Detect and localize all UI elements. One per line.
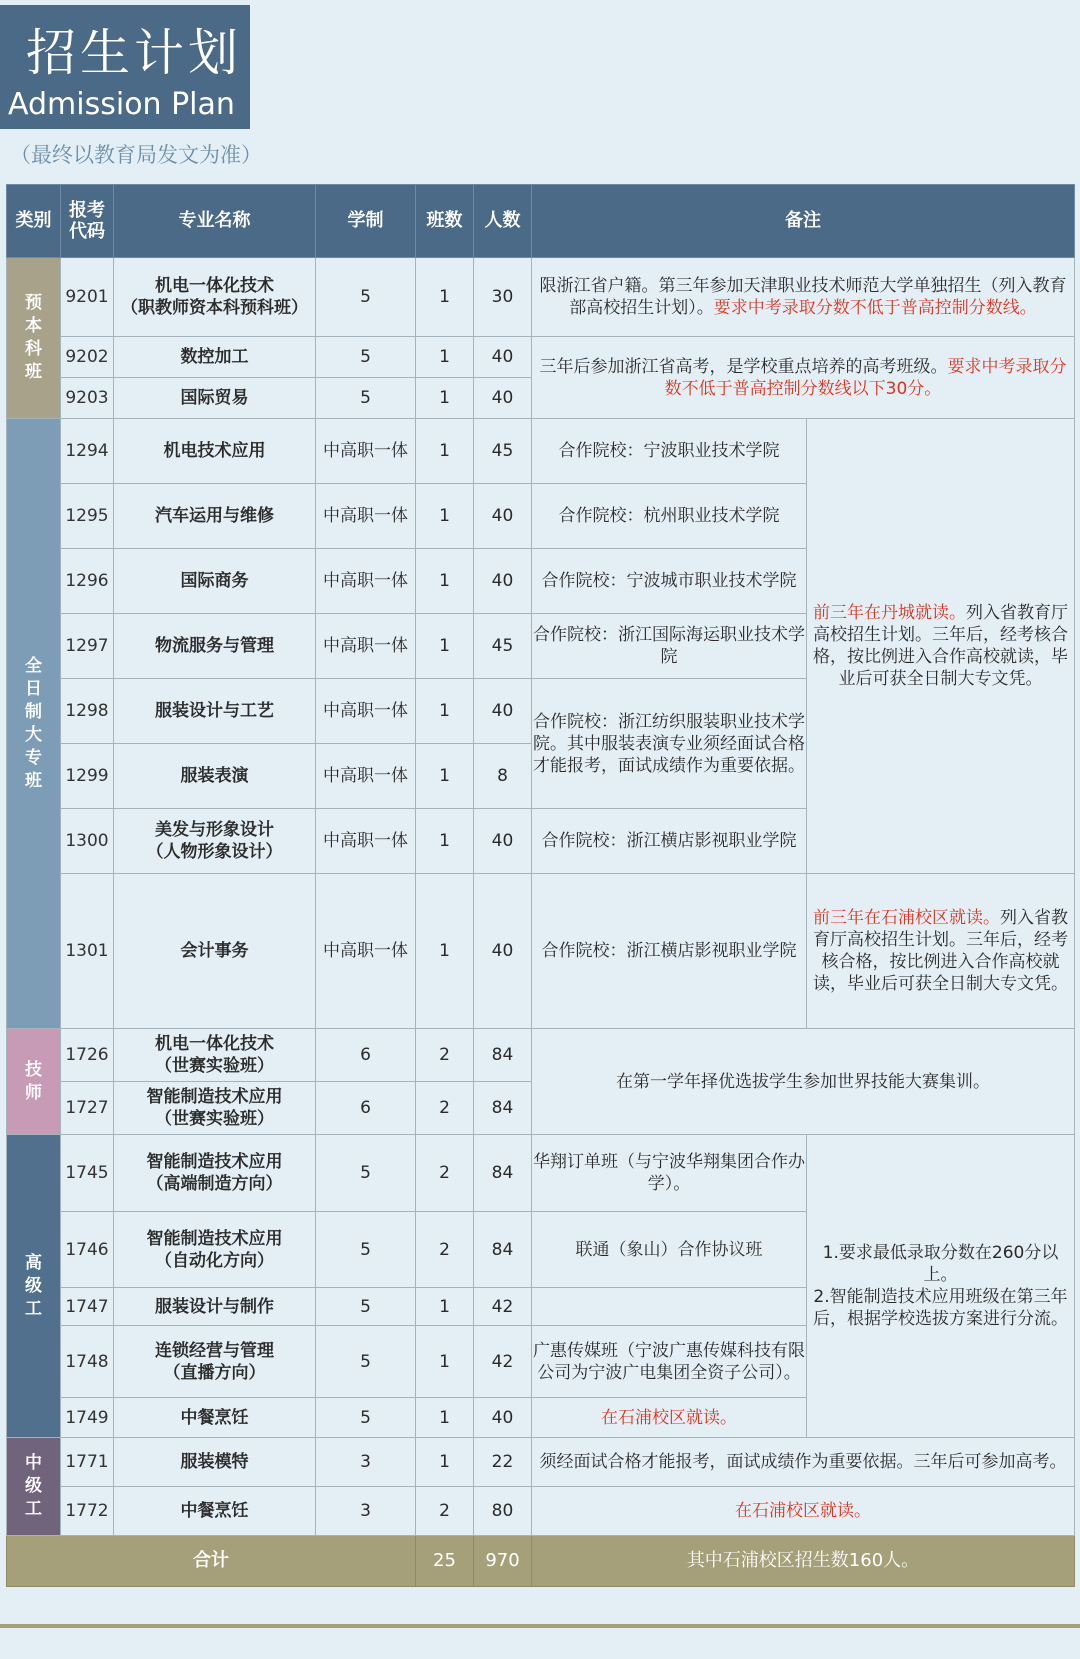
classes-cell: 1 — [416, 1326, 474, 1398]
students-cell: 40 — [474, 874, 532, 1029]
bottom-divider — [0, 1624, 1080, 1628]
classes-cell: 2 — [416, 1487, 474, 1536]
header-code — [61, 185, 114, 258]
note-cell: 须经面试合格才能报考，面试成绩作为重要依据。三年后可参加高考。 — [532, 1438, 1075, 1487]
header-students: 人数 — [474, 185, 532, 258]
code-cell: 1747 — [61, 1288, 114, 1326]
classes-cell: 1 — [416, 484, 474, 549]
students-cell: 45 — [474, 614, 532, 679]
code-cell: 1295 — [61, 484, 114, 549]
page-title: 招生计划 — [26, 24, 242, 82]
header-code-line1: 报考 — [69, 200, 105, 221]
major-cell: 汽车运用与维修 — [114, 484, 316, 549]
years-cell: 3 — [316, 1438, 416, 1487]
total-students: 970 — [474, 1536, 532, 1587]
years-cell: 5 — [316, 337, 416, 378]
major-cell: 数控加工 — [114, 337, 316, 378]
students-cell: 84 — [474, 1212, 532, 1288]
table-row — [7, 1438, 1075, 1487]
classes-cell: 2 — [416, 1029, 474, 1082]
total-classes: 25 — [416, 1536, 474, 1587]
total-row — [7, 1536, 1075, 1587]
years-cell: 5 — [316, 1135, 416, 1212]
major-cell: 中餐烹饪 — [114, 1398, 316, 1438]
note-cell: 合作院校：浙江纺织服装职业技术学院。其中服装表演专业须经面试合格才能报考，面试成绩作为重要依据。 — [532, 679, 807, 809]
total-note: 其中石浦校区招生数160人。 — [532, 1536, 1075, 1587]
classes-cell: 1 — [416, 874, 474, 1029]
students-cell: 40 — [474, 378, 532, 419]
years-cell: 5 — [316, 1326, 416, 1398]
code-cell: 1296 — [61, 549, 114, 614]
category-zhongji: 中级工 — [7, 1438, 61, 1536]
students-cell: 40 — [474, 679, 532, 744]
students-cell: 40 — [474, 1398, 532, 1438]
classes-cell: 2 — [416, 1212, 474, 1288]
classes-cell: 1 — [416, 614, 474, 679]
classes-cell: 1 — [416, 258, 474, 337]
side-note-dancheng: 前三年在丹城就读。列入省教育厅高校招生计划。三年后，经考核合格，按比例进入合作高校就读，毕业后可获全日制大专文凭。 — [807, 419, 1075, 874]
years-cell: 中高职一体 — [316, 614, 416, 679]
total-label: 合计 — [7, 1536, 416, 1587]
years-cell: 6 — [316, 1029, 416, 1082]
students-cell: 42 — [474, 1288, 532, 1326]
note-cell: 合作院校：宁波职业技术学院 — [532, 419, 807, 484]
years-cell: 中高职一体 — [316, 744, 416, 809]
classes-cell: 1 — [416, 744, 474, 809]
years-cell: 5 — [316, 378, 416, 419]
note-cell: 限浙江省户籍。第三年参加天津职业技术师范大学单独招生（列入教育部高校招生计划）。要求中考录取分数不低于普高控制分数线。 — [532, 258, 1075, 337]
title-box — [0, 5, 250, 129]
code-cell: 1299 — [61, 744, 114, 809]
classes-cell: 1 — [416, 1438, 474, 1487]
classes-cell: 2 — [416, 1135, 474, 1212]
years-cell: 中高职一体 — [316, 679, 416, 744]
code-cell: 1300 — [61, 809, 114, 874]
students-cell: 40 — [474, 337, 532, 378]
major-cell: 机电技术应用 — [114, 419, 316, 484]
code-cell: 1727 — [61, 1082, 114, 1135]
major-cell: 机电一体化技术 （职教师资本科预科班） — [114, 258, 316, 337]
code-cell: 1297 — [61, 614, 114, 679]
header-years: 学制 — [316, 185, 416, 258]
students-cell: 84 — [474, 1135, 532, 1212]
table-header-row — [7, 185, 1075, 258]
years-cell: 5 — [316, 1288, 416, 1326]
code-cell: 1726 — [61, 1029, 114, 1082]
major-cell: 连锁经营与管理 （直播方向） — [114, 1326, 316, 1398]
table-row — [7, 258, 1075, 337]
note-cell: 在石浦校区就读。 — [532, 1398, 807, 1438]
classes-cell: 1 — [416, 549, 474, 614]
students-cell: 30 — [474, 258, 532, 337]
major-cell: 智能制造技术应用 （自动化方向） — [114, 1212, 316, 1288]
note-cell: 广惠传媒班（宁波广惠传媒科技有限公司为宁波广电集团全资子公司）。 — [532, 1326, 807, 1398]
major-cell: 会计事务 — [114, 874, 316, 1029]
years-cell: 5 — [316, 258, 416, 337]
major-cell: 服装表演 — [114, 744, 316, 809]
years-cell: 中高职一体 — [316, 419, 416, 484]
code-cell: 1771 — [61, 1438, 114, 1487]
major-cell: 服装模特 — [114, 1438, 316, 1487]
table-row — [7, 1135, 1075, 1212]
note-cell: 三年后参加浙江省高考，是学校重点培养的高考班级。要求中考录取分数不低于普高控制分数线以下30分。 — [532, 337, 1075, 419]
students-cell: 40 — [474, 809, 532, 874]
years-cell: 中高职一体 — [316, 484, 416, 549]
major-cell: 智能制造技术应用 （高端制造方向） — [114, 1135, 316, 1212]
category-yuke: 预本科班 — [7, 258, 61, 419]
code-cell: 9201 — [61, 258, 114, 337]
table-row — [7, 419, 1075, 484]
note-cell — [532, 1288, 807, 1326]
note-cell: 在石浦校区就读。 — [532, 1487, 1075, 1536]
years-cell: 5 — [316, 1398, 416, 1438]
years-cell: 中高职一体 — [316, 549, 416, 614]
side-note-shipu: 前三年在石浦校区就读。列入省教育厅高校招生计划。三年后，经考核合格，按比例进入合作高校就读，毕业后可获全日制大专文凭。 — [807, 874, 1075, 1029]
major-cell: 国际贸易 — [114, 378, 316, 419]
note-cell: 合作院校：浙江国际海运职业技术学院 — [532, 614, 807, 679]
years-cell: 5 — [316, 1212, 416, 1288]
table-row — [7, 1487, 1075, 1536]
note-cell: 合作院校：宁波城市职业技术学院 — [532, 549, 807, 614]
note-cell: 联通（象山）合作协议班 — [532, 1212, 807, 1288]
students-cell: 22 — [474, 1438, 532, 1487]
note-cell: 合作院校：浙江横店影视职业学院 — [532, 874, 807, 1029]
years-cell: 6 — [316, 1082, 416, 1135]
years-cell: 中高职一体 — [316, 809, 416, 874]
side-note-gaoji: 1.要求最低录取分数在260分以上。 2.智能制造技术应用班级在第三年后，根据学校选拔方案进行分流。 — [807, 1135, 1075, 1438]
code-cell: 1298 — [61, 679, 114, 744]
table-row — [7, 337, 1075, 378]
classes-cell: 1 — [416, 1398, 474, 1438]
students-cell: 40 — [474, 549, 532, 614]
major-cell: 国际商务 — [114, 549, 316, 614]
note-cell: 合作院校：浙江横店影视职业学院 — [532, 809, 807, 874]
students-cell: 84 — [474, 1029, 532, 1082]
code-cell: 1749 — [61, 1398, 114, 1438]
code-cell: 1746 — [61, 1212, 114, 1288]
students-cell: 84 — [474, 1082, 532, 1135]
major-cell: 中餐烹饪 — [114, 1487, 316, 1536]
code-cell: 1745 — [61, 1135, 114, 1212]
major-cell: 服装设计与工艺 — [114, 679, 316, 744]
major-cell: 服装设计与制作 — [114, 1288, 316, 1326]
classes-cell: 1 — [416, 679, 474, 744]
classes-cell: 1 — [416, 419, 474, 484]
note-cell: 在第一学年择优选拔学生参加世界技能大赛集训。 — [532, 1029, 1075, 1135]
classes-cell: 1 — [416, 809, 474, 874]
code-cell: 9202 — [61, 337, 114, 378]
major-cell: 机电一体化技术 （世赛实验班） — [114, 1029, 316, 1082]
years-cell: 3 — [316, 1487, 416, 1536]
header-major: 专业名称 — [114, 185, 316, 258]
code-cell: 1294 — [61, 419, 114, 484]
students-cell: 42 — [474, 1326, 532, 1398]
years-cell: 中高职一体 — [316, 874, 416, 1029]
students-cell: 45 — [474, 419, 532, 484]
header-notes: 备注 — [532, 185, 1075, 258]
major-cell: 物流服务与管理 — [114, 614, 316, 679]
admission-plan-table — [6, 184, 1075, 1587]
classes-cell: 1 — [416, 1288, 474, 1326]
code-cell: 9203 — [61, 378, 114, 419]
category-gaoji: 高级工 — [7, 1135, 61, 1438]
page-title-english: Admission Plan — [8, 87, 235, 122]
major-cell: 智能制造技术应用 （世赛实验班） — [114, 1082, 316, 1135]
classes-cell: 2 — [416, 1082, 474, 1135]
note-cell: 合作院校：杭州职业技术学院 — [532, 484, 807, 549]
category-jishi: 技师 — [7, 1029, 61, 1135]
students-cell: 80 — [474, 1487, 532, 1536]
classes-cell: 1 — [416, 378, 474, 419]
major-cell: 美发与形象设计 （人物形象设计） — [114, 809, 316, 874]
category-quanri: 全日制大专班 — [7, 419, 61, 1029]
code-cell: 1301 — [61, 874, 114, 1029]
students-cell: 40 — [474, 484, 532, 549]
students-cell: 8 — [474, 744, 532, 809]
header-code-line2: 代码 — [69, 221, 105, 242]
code-cell: 1748 — [61, 1326, 114, 1398]
note-cell: 华翔订单班（与宁波华翔集团合作办学）。 — [532, 1135, 807, 1212]
header-category: 类别 — [7, 185, 61, 258]
table-row — [7, 1029, 1075, 1082]
code-cell: 1772 — [61, 1487, 114, 1536]
header-classes: 班数 — [416, 185, 474, 258]
page-subtitle: （最终以教育局发文为准） — [10, 143, 262, 167]
table-row — [7, 874, 1075, 1029]
classes-cell: 1 — [416, 337, 474, 378]
